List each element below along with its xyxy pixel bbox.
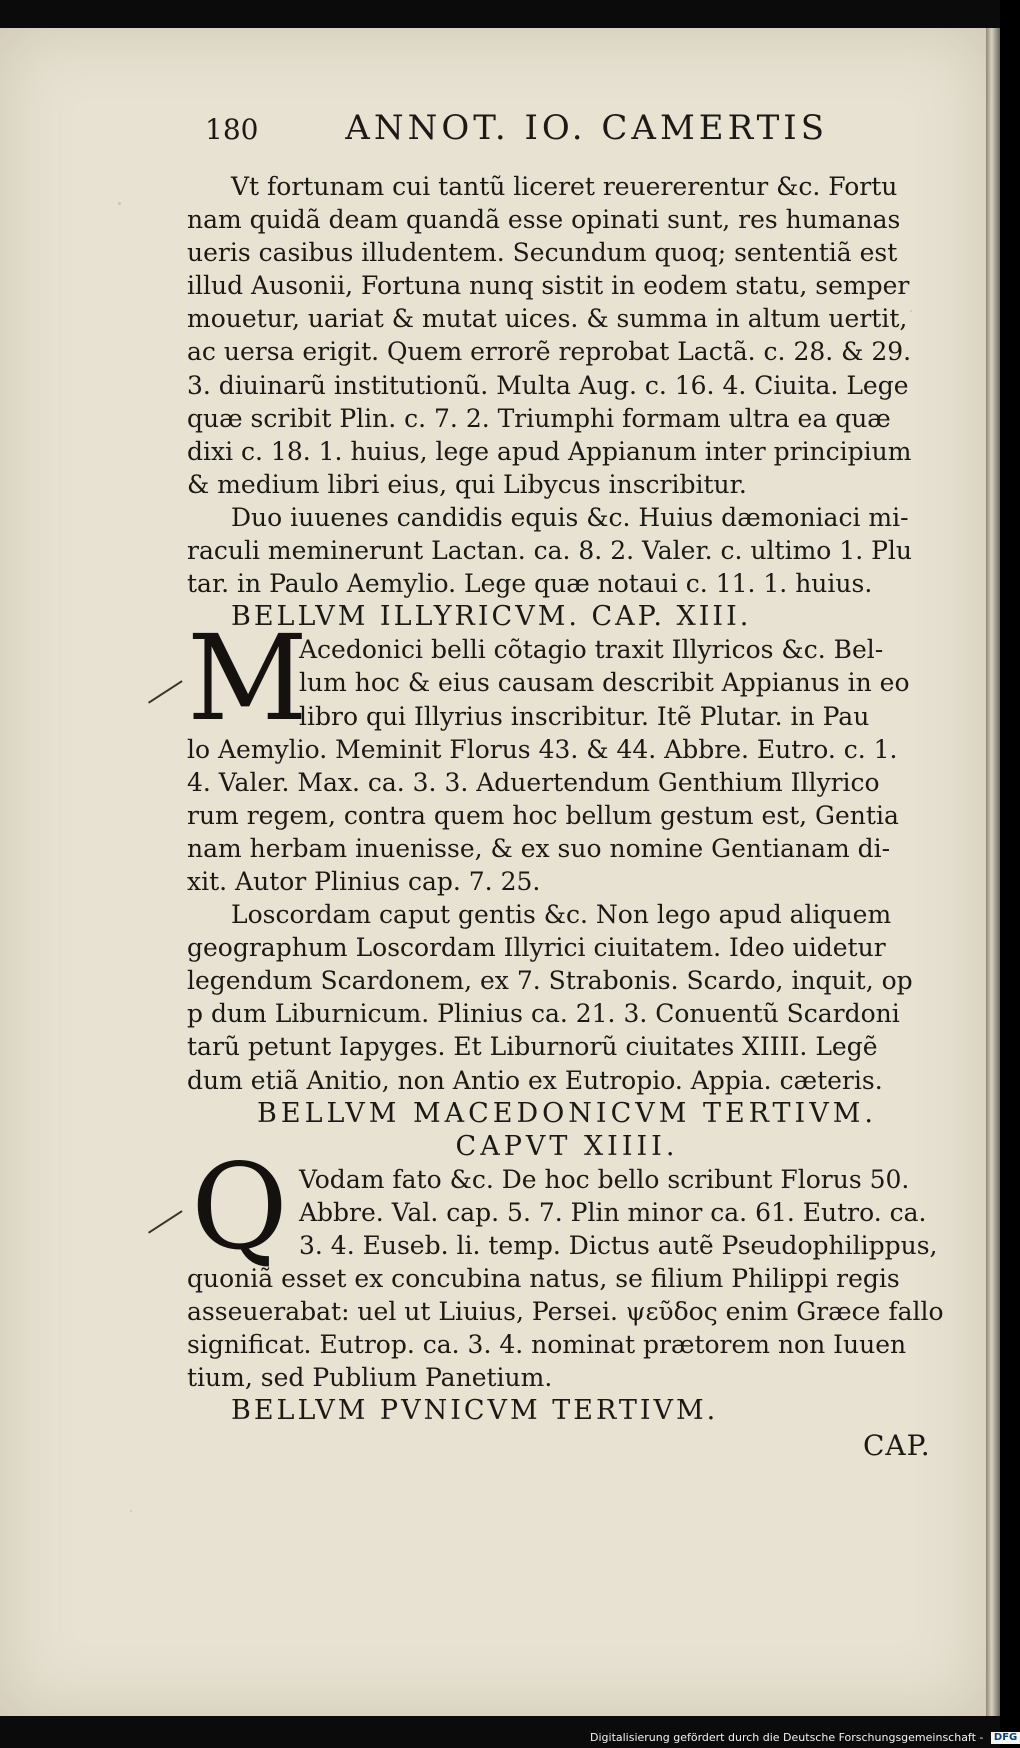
text-line: Duo iuuenes candidis equis &c. Huius dæmoniaci mi- xyxy=(231,502,909,532)
text-line: p dum Liburnicum. Plinius ca. 21. 3. Conuentũ Scardoni xyxy=(187,999,900,1029)
chapter-number: CAPVT XIIII. xyxy=(455,1130,679,1162)
text-line: mouetur, uariat & mutat uices. & summa in altum uertit, xyxy=(187,304,908,334)
text-line: lum hoc & eius causam describit Appianus in eo xyxy=(299,668,910,698)
chapter-heading: BELLVM ILLYRICVM. CAP. XIII. xyxy=(231,601,752,633)
text-line: ac uersa erigit. Quem errorẽ reprobat Lactã. c. 28. & 29. xyxy=(187,337,912,367)
text-line: 3. 4. Euseb. li. temp. Dictus autẽ Pseudophilippus, xyxy=(299,1231,938,1260)
page-edge xyxy=(986,28,1000,1716)
text-line: tium, sed Publium Panetium. xyxy=(187,1363,553,1393)
page-number: 180 xyxy=(205,113,259,146)
text-line: libro qui Illyrius inscribitur. Itẽ Plutar. in Pau xyxy=(299,701,870,731)
drop-capital-q: Q xyxy=(191,1138,288,1276)
text-line: 3. diuinarũ institutionũ. Multa Aug. c. 16. 4. Ciuita. Lege xyxy=(187,370,909,400)
text-line: dum etiã Anitio, non Antio ex Eutropio. Appia. cæteris. xyxy=(187,1065,883,1095)
paper-speck xyxy=(118,202,121,205)
credit-text: Digitalisierung gefördert durch die Deutsche Forschungsgemeinschaft - xyxy=(590,1731,984,1744)
text-line: Vodam fato &c. De hoc bello scribunt Florus 50. xyxy=(299,1164,910,1194)
digitization-credit xyxy=(590,1731,1020,1745)
dfg-logo: DFG xyxy=(991,1732,1020,1744)
text-line: illud Ausonii, Fortuna nunq sistit in eodem statu, semper xyxy=(187,271,910,301)
text-line: Vt fortunam cui tantũ liceret reuererentur &c. Fortu xyxy=(231,172,898,201)
text-line: quæ scribit Plin. c. 7. 2. Triumphi formam ultra ea quæ xyxy=(187,403,891,433)
text-line: significat. Eutrop. ca. 3. 4. nominat prætorem non Iuuen xyxy=(187,1330,907,1360)
text-line: lo Aemylio. Meminit Florus 43. & 44. Abbre. Eutro. c. 1. xyxy=(187,734,898,764)
text-line: xit. Autor Plinius cap. 7. 25. xyxy=(187,866,541,896)
catchword: CAP. xyxy=(863,1429,931,1462)
text-line: tar. in Paulo Aemylio. Lege quæ notaui c. 11. 1. huius. xyxy=(187,569,873,599)
text-line: quoniã esset ex concubina natus, se filium Philippi regis xyxy=(187,1264,900,1294)
text-line: dixi c. 18. 1. huius, lege apud Appianum inter principium xyxy=(187,436,912,466)
text-line: rum regem, contra quem hoc bellum gestum est, Gentia xyxy=(187,800,899,830)
text-line: & medium libri eius, qui Libycus inscribitur. xyxy=(187,469,747,499)
text-line: Acedonici belli cõtagio traxit Illyricos &c. Bel- xyxy=(299,635,884,665)
running-title: ANNOT. IO. CAMERTIS xyxy=(345,108,829,148)
drop-capital-m: M xyxy=(187,609,308,747)
text-line: legendum Scardonem, ex 7. Strabonis. Scardo, inquit, op xyxy=(187,966,913,996)
text-line: tarũ petunt Iapyges. Et Liburnorũ ciuitates XIIII. Legẽ xyxy=(187,1032,878,1062)
text-line: raculi meminerunt Lactan. ca. 8. 2. Valer. c. ultimo 1. Plu xyxy=(187,536,912,566)
paper-speck xyxy=(130,1510,132,1512)
chapter-heading: BELLVM PVNICVM TERTIVM. xyxy=(231,1395,719,1427)
text-line: nam quidã deam quandã esse opinati sunt, res humanas xyxy=(187,205,901,235)
text-line: Abbre. Val. cap. 5. 7. Plin minor ca. 61. Eutro. ca. xyxy=(299,1197,927,1227)
text-line: 4. Valer. Max. ca. 3. 3. Aduertendum Genthium Illyrico xyxy=(187,767,880,797)
text-line: ueris casibus illudentem. Secundum quoq; sententiã est xyxy=(187,238,898,268)
main-text xyxy=(187,170,947,1428)
text-line: Loscordam caput gentis &c. Non lego apud aliquem xyxy=(231,900,892,930)
chapter-heading: BELLVM MACEDONICVM TERTIVM. xyxy=(257,1097,877,1129)
text-line: geographum Loscordam Illyrici ciuitatem. Ideo uidetur xyxy=(187,933,886,963)
text-line: nam herbam inuenisse, & ex suo nomine Gentianam di- xyxy=(187,833,891,863)
text-line: asseuerabat: uel ut Liuius, Persei. ψεῦδος enim Græce fallo xyxy=(187,1297,944,1327)
running-head xyxy=(205,108,865,156)
